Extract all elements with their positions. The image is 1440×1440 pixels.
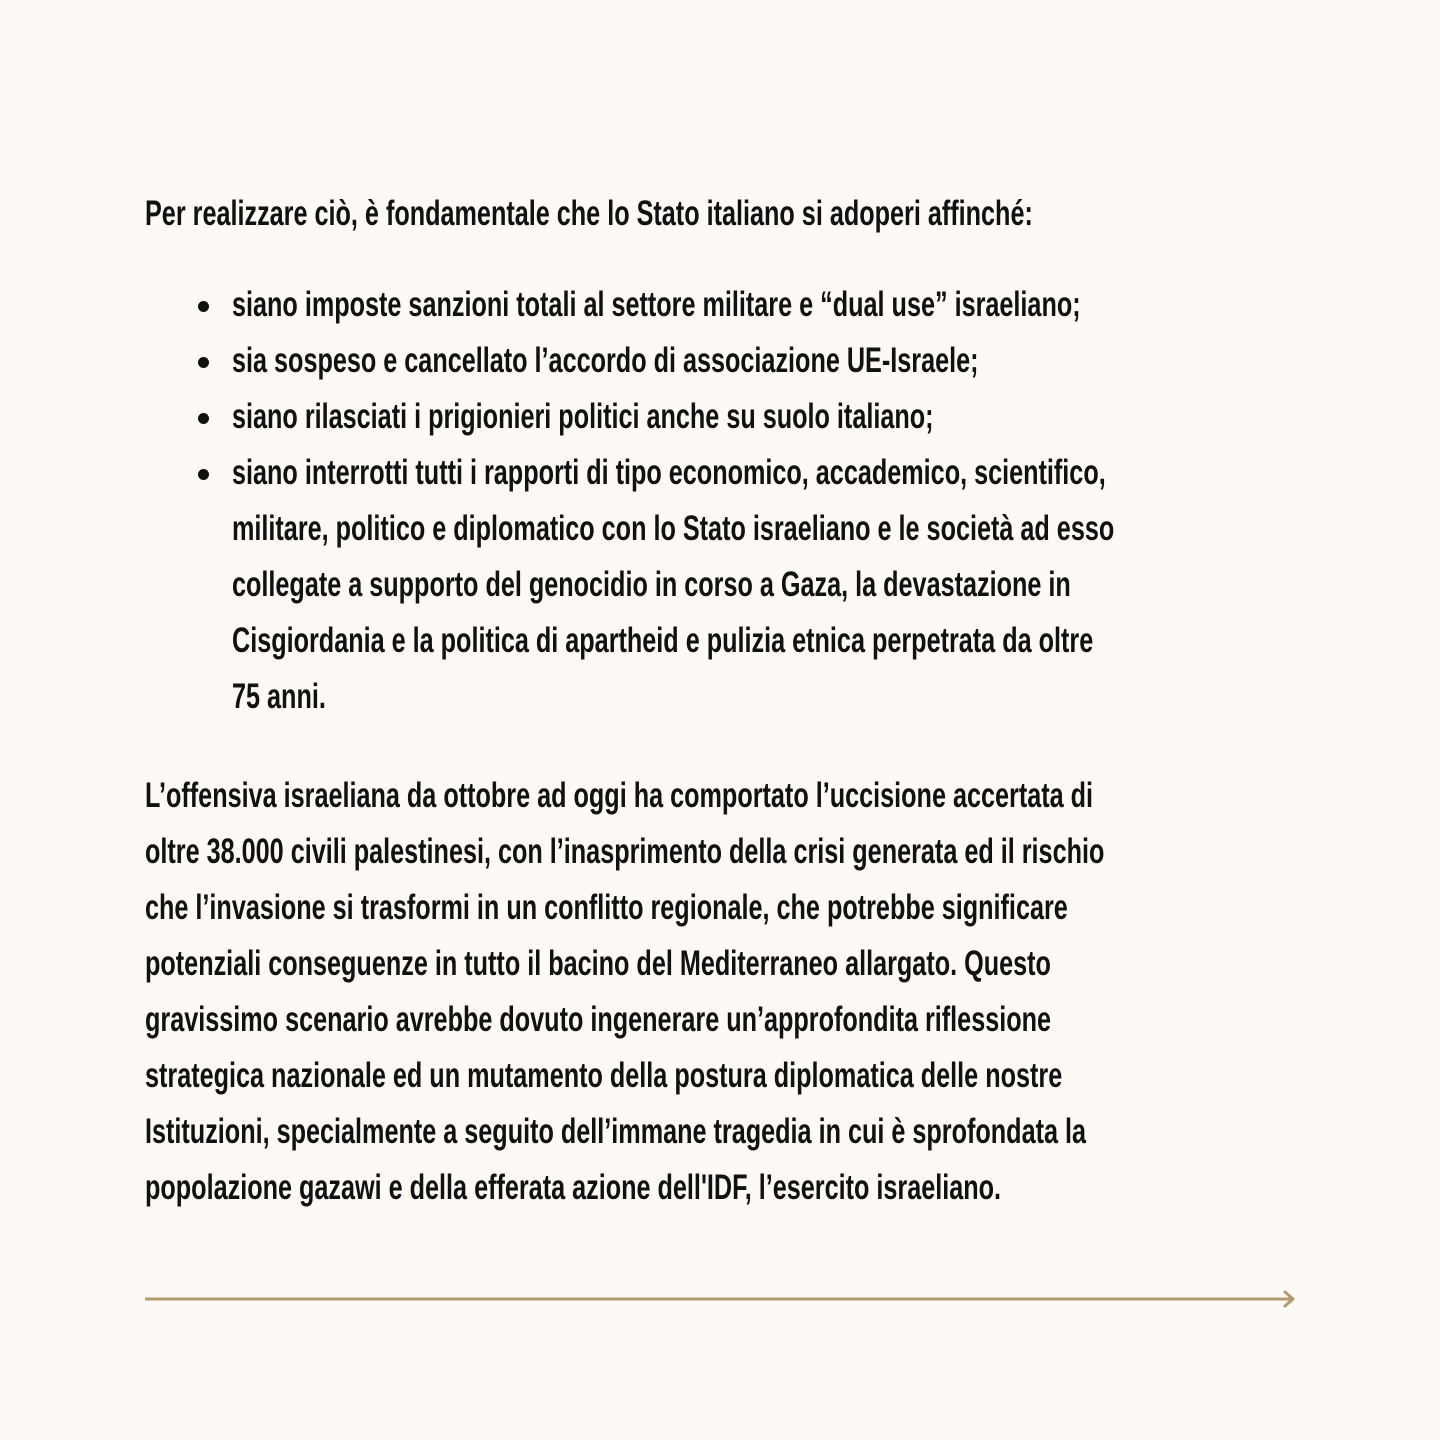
text-content	[145, 186, 1315, 1216]
intro-line: Per realizzare ciò, è fondamentale che lo Stato italiano si adoperi affinché:	[145, 194, 1033, 233]
list-item	[145, 389, 1315, 445]
paragraph-line: strategica nazionale ed un mutamento della postura diplomatica delle nostre	[145, 1056, 1063, 1095]
bullet-dot-icon	[198, 413, 209, 424]
bullet-dot-icon	[198, 357, 209, 368]
list-item-text: sia sospeso e cancellato l’accordo di associazione UE-Israele;	[232, 341, 979, 380]
paragraph-line: oltre 38.000 civili palestinesi, con l’inasprimento della crisi generata ed il rischio	[145, 832, 1105, 871]
list-item	[145, 277, 1315, 333]
list-item-text: collegate a supporto del genocidio in corso a Gaza, la devastazione in	[232, 565, 1071, 604]
paragraph-line: che l’invasione si trasformi in un conflitto regionale, che potrebbe significare	[145, 888, 1068, 927]
paragraph-line: L’offensiva israeliana da ottobre ad oggi ha comportato l’uccisione accertata di	[145, 776, 1094, 815]
list-item-text: siano rilasciati i prigionieri politici anche su suolo italiano;	[232, 397, 934, 436]
list-item-text: 75 anni.	[232, 677, 326, 716]
list-item-text: siano imposte sanzioni totali al settore militare e “dual use” israeliano;	[232, 285, 1081, 324]
list-item-text: militare, politico e diplomatico con lo Stato israeliano e le società ad esso	[232, 509, 1115, 548]
demands-list	[145, 277, 1315, 725]
list-item	[145, 333, 1315, 389]
paragraph-line: gravissimo scenario avrebbe dovuto ingenerare un’approfondita riflessione	[145, 1000, 1052, 1039]
bullet-dot-icon	[198, 469, 209, 480]
paragraph-line: Istituzioni, specialmente a seguito dell’immane tragedia in cui è sprofondata la	[145, 1112, 1087, 1151]
list-item-text: Cisgiordania e la politica di apartheid e pulizia etnica perpetrata da oltre	[232, 621, 1094, 660]
list-item-text: siano interrotti tutti i rapporti di tipo economico, accademico, scientifico,	[232, 453, 1106, 492]
arrow-right-icon[interactable]	[145, 1290, 1297, 1308]
body-paragraph	[145, 768, 1315, 1216]
paragraph-line: popolazione gazawi e della efferata azione dell'IDF, l’esercito israeliano.	[145, 1168, 1002, 1207]
list-item	[145, 445, 1315, 725]
paragraph-line: potenziali conseguenze in tutto il bacino del Mediterraneo allargato. Questo	[145, 944, 1051, 983]
intro-text	[145, 186, 1315, 242]
bullet-dot-icon	[198, 301, 209, 312]
